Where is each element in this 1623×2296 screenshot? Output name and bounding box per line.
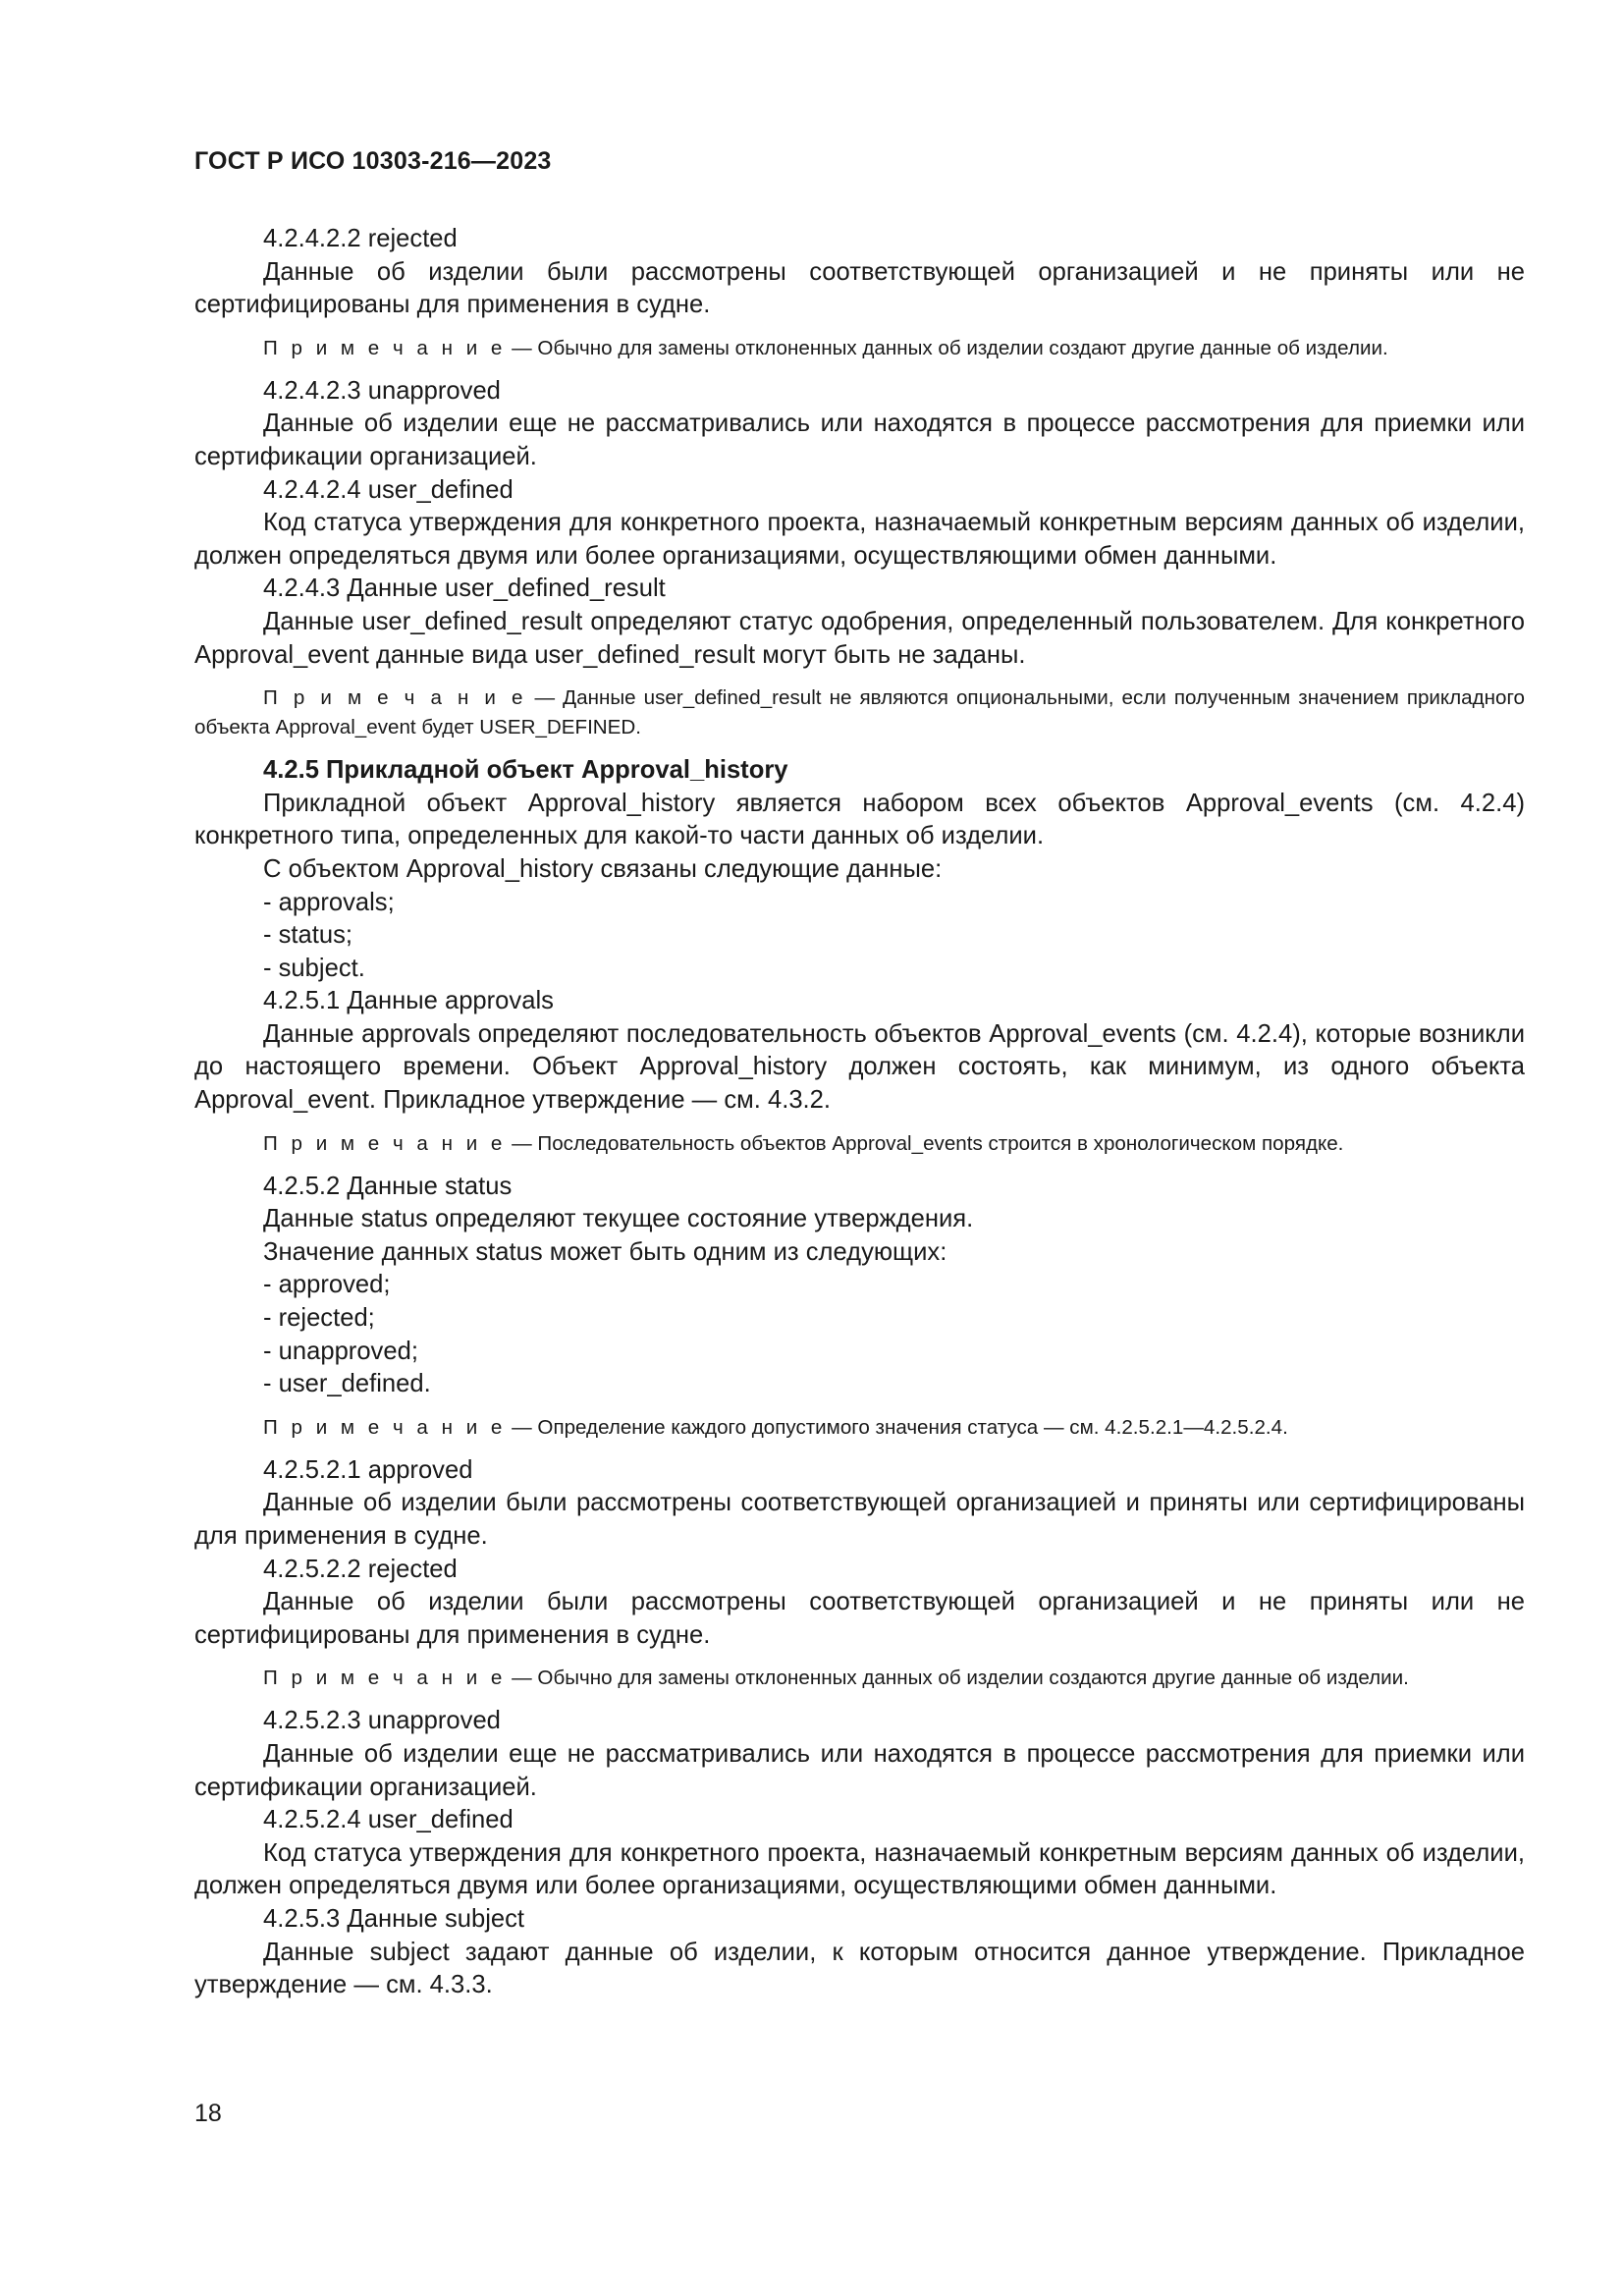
note-paragraph [194, 334, 1525, 363]
note-text: — Определение каждого допустимого значения статуса — см. 4.2.5.2.1—4.2.5.2.4. [506, 1415, 1288, 1439]
paragraph: - approved; [263, 1271, 391, 1299]
note-text: — Последовательность объектов Approval_events строится в хронологическом порядке. [506, 1131, 1344, 1155]
paragraph: Код статуса утверждения для конкретного проекта, назначаемый конкретным версиям данных об изделии, должен определяться двумя или более организациями, осуществляющими обмен данными. [194, 1838, 1525, 1900]
document-header: ГОСТ Р ИСО 10303-216—2023 [194, 147, 552, 175]
note-text: — Обычно для замены отклоненных данных об изделии создают другие данные об изделии. [506, 336, 1388, 359]
paragraph: Данные об изделии были рассмотрены соответствующей организацией и приняты или сертифицированы для применения в судне. [194, 1489, 1525, 1550]
paragraph: - rejected; [263, 1304, 375, 1333]
paragraph: - subject. [263, 954, 365, 982]
note-text: — Обычно для замены отклоненных данных об изделии создаются другие данные об изделии. [506, 1667, 1409, 1690]
paragraph: Данные об изделии еще не рассматривались или находятся в процессе рассмотрения для приемки или сертификации организацией. [194, 1739, 1525, 1801]
paragraph: - unapproved; [263, 1337, 418, 1365]
paragraph: 4.2.5.2.4 user_defined [263, 1806, 514, 1834]
paragraph: 4.2.5.2 Данные status [263, 1172, 513, 1200]
note-label: П р и м е ч а н и е [263, 1667, 507, 1690]
note-text: — Данные user_defined_result не являются опциональными, если полученным значением прикладного объекта Approval_event будет USER_DEFINED. [194, 686, 1525, 739]
section-heading: 4.2.5 Прикладной объект Approval_history [263, 756, 788, 785]
note-label: П р и м е ч а н и е [263, 686, 527, 710]
note-label: П р и м е ч а н и е [263, 1415, 507, 1439]
paragraph: Данные об изделии были рассмотрены соответствующей организацией и не приняты или не сертифицированы для применения в судне. [194, 1588, 1525, 1649]
paragraph: - status; [263, 921, 353, 950]
paragraph: 4.2.5.1 Данные approvals [263, 987, 554, 1015]
document-body [194, 223, 1525, 2002]
paragraph: Данные subject задают данные об изделии, к которым относится данное утверждение. Прикладное утверждение — см. 4.3.3. [194, 1938, 1525, 1999]
paragraph: Данные user_defined_result определяют статус одобрения, определенный пользователем. Для конкретного Approval_event данные вида user_defined_result могут быть не заданы. [194, 607, 1525, 669]
paragraph: 4.2.4.2.3 unapproved [263, 376, 501, 405]
paragraph: - user_defined. [263, 1370, 431, 1398]
note-label: П р и м е ч а н и е [263, 1131, 507, 1155]
paragraph: - approvals; [263, 888, 395, 916]
paragraph: Данные об изделии были рассмотрены соответствующей организацией и не приняты или не сертифицированы для применения в судне. [194, 257, 1525, 319]
page-number: 18 [194, 2100, 222, 2127]
paragraph: Значение данных status может быть одним из следующих: [263, 1237, 947, 1266]
note-paragraph [194, 1664, 1525, 1693]
paragraph: 4.2.5.2.3 unapproved [263, 1707, 501, 1735]
paragraph: 4.2.5.2.1 approved [263, 1455, 473, 1484]
note-label: П р и м е ч а н и е [263, 336, 507, 359]
paragraph: Данные об изделии еще не рассматривались или находятся в процессе рассмотрения для приемки или сертификации организацией. [194, 410, 1525, 470]
paragraph: Данные approvals определяют последовательность объектов Approval_events (см. 4.2.4), которые возникли до настоящего времени. Объект Approval_history должен состоять, как минимум, из одного объекта Approval_event. Прикладное утверждение — см. 4.3.2. [194, 1019, 1525, 1115]
note-paragraph [194, 1413, 1525, 1443]
paragraph: С объектом Approval_history связаны следующие данные: [263, 854, 943, 883]
paragraph: 4.2.5.2.2 rejected [263, 1555, 458, 1583]
paragraph: Данные status определяют текущее состояние утверждения. [263, 1205, 974, 1233]
paragraph: 4.2.5.3 Данные subject [263, 1904, 525, 1933]
paragraph: 4.2.4.2.2 rejected [263, 225, 458, 252]
note-paragraph [194, 683, 1525, 742]
paragraph: Прикладной объект Approval_history является набором всех объектов Approval_events (см. 4.2.4) конкретного типа, определенных для какой-то части данных об изделии. [194, 789, 1525, 850]
note-paragraph [194, 1129, 1525, 1159]
paragraph: Код статуса утверждения для конкретного проекта, назначаемый конкретным версиям данных об изделии, должен определяться двумя или более организациями, осуществляющими обмен данными. [194, 509, 1525, 570]
paragraph: 4.2.4.3 Данные user_defined_result [263, 574, 666, 603]
paragraph: 4.2.4.2.4 user_defined [263, 475, 514, 504]
